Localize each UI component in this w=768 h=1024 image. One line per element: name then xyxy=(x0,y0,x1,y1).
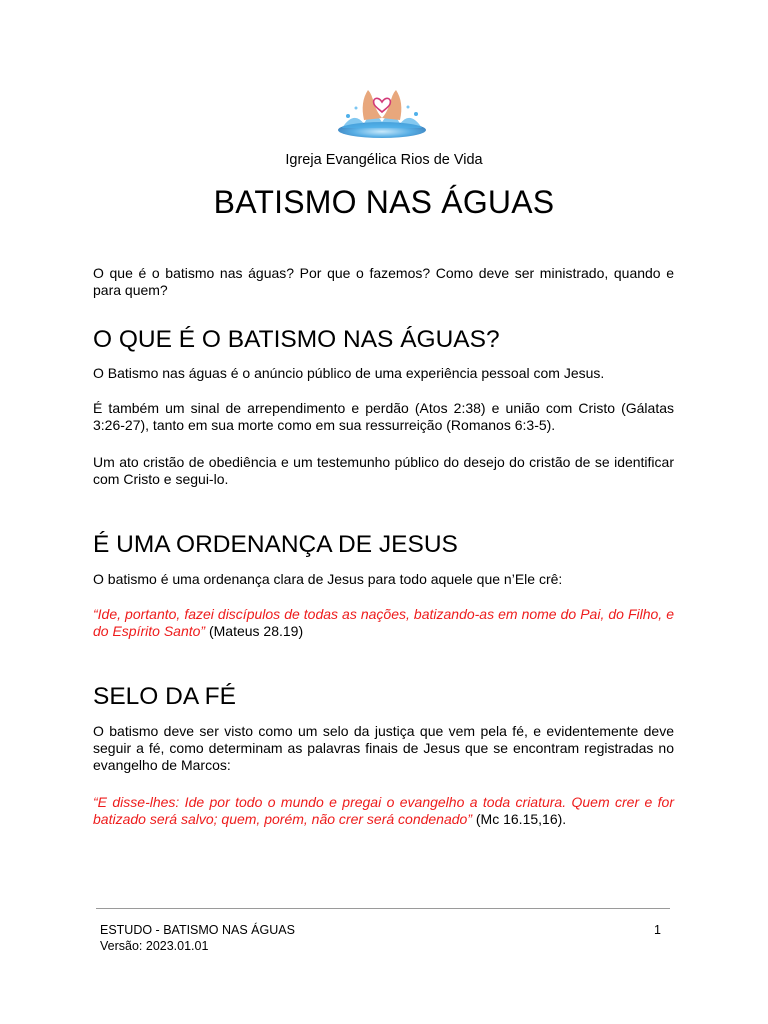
section-seal-p1-block xyxy=(93,723,674,774)
section-seal xyxy=(93,683,674,711)
section-paragraph: O Batismo nas águas é o anúncio público de uma experiência pessoal com Jesus. xyxy=(93,365,605,381)
section-paragraph: O batismo deve ser visto como um selo da justiça que vem pela fé, e evidentemente deve seguir a fé, como determinam as palavras finais de Jesus que se encontram registradas no evangelho de Marcos: xyxy=(93,723,674,773)
section-what-is-p2-block xyxy=(93,400,674,434)
section-seal-quote-block xyxy=(93,794,674,828)
bible-quote: “Ide, portanto, fazei discípulos de todas as nações, batizando-as em nome do Pai, do Filho, e do Espírito Santo” xyxy=(93,606,674,639)
section-heading: É UMA ORDENANÇA DE JESUS xyxy=(93,531,458,558)
footer-doc-name: ESTUDO - BATISMO NAS ÁGUAS xyxy=(100,923,295,937)
footer-info xyxy=(100,922,295,954)
page-title: BATISMO NAS ÁGUAS xyxy=(213,184,555,220)
section-ordinance-quote-block xyxy=(93,606,674,640)
section-ordinance xyxy=(93,531,674,559)
bible-quote-paragraph xyxy=(93,606,674,640)
intro-paragraph: O que é o batismo nas águas? Por que o fazemos? Como deve ser ministrado, quando e para quem? xyxy=(93,265,674,298)
intro-block xyxy=(93,265,674,299)
section-paragraph: É também um sinal de arrependimento e perdão (Atos 2:38) e união com Cristo (Gálatas 3:26-27), tanto em sua morte como em sua ressurreição (Romanos 6:3-5). xyxy=(93,400,674,433)
bible-reference: (Mateus 28.19) xyxy=(205,623,304,639)
page-number: 1 xyxy=(654,923,661,937)
section-what-is-p3-block xyxy=(93,454,674,488)
footer-divider xyxy=(96,908,670,909)
section-paragraph: Um ato cristão de obediência e um testemunho público do desejo do cristão de se identificar com Cristo e segui-lo. xyxy=(93,454,674,487)
section-ordinance-p1-block xyxy=(93,571,674,588)
section-paragraph: O batismo é uma ordenança clara de Jesus para todo aquele que n’Ele crê: xyxy=(93,571,563,587)
section-heading: O QUE É O BATISMO NAS ÁGUAS? xyxy=(93,326,500,353)
section-what-is-p1-block xyxy=(93,365,674,382)
church-name: Igreja Evangélica Rios de Vida xyxy=(285,152,483,168)
section-what-is xyxy=(93,326,674,354)
bible-quote: “E disse-lhes: Ide por todo o mundo e pregai o evangelho a toda criatura. Quem crer e for batizado será salvo; quem, porém, não crer será condenado” xyxy=(93,794,674,827)
footer-version: Versão: 2023.01.01 xyxy=(100,939,209,953)
section-heading: SELO DA FÉ xyxy=(93,683,236,710)
hands-heart-water-icon xyxy=(334,80,430,142)
bible-quote-paragraph xyxy=(93,794,674,828)
bible-reference: (Mc 16.15,16). xyxy=(472,811,567,827)
